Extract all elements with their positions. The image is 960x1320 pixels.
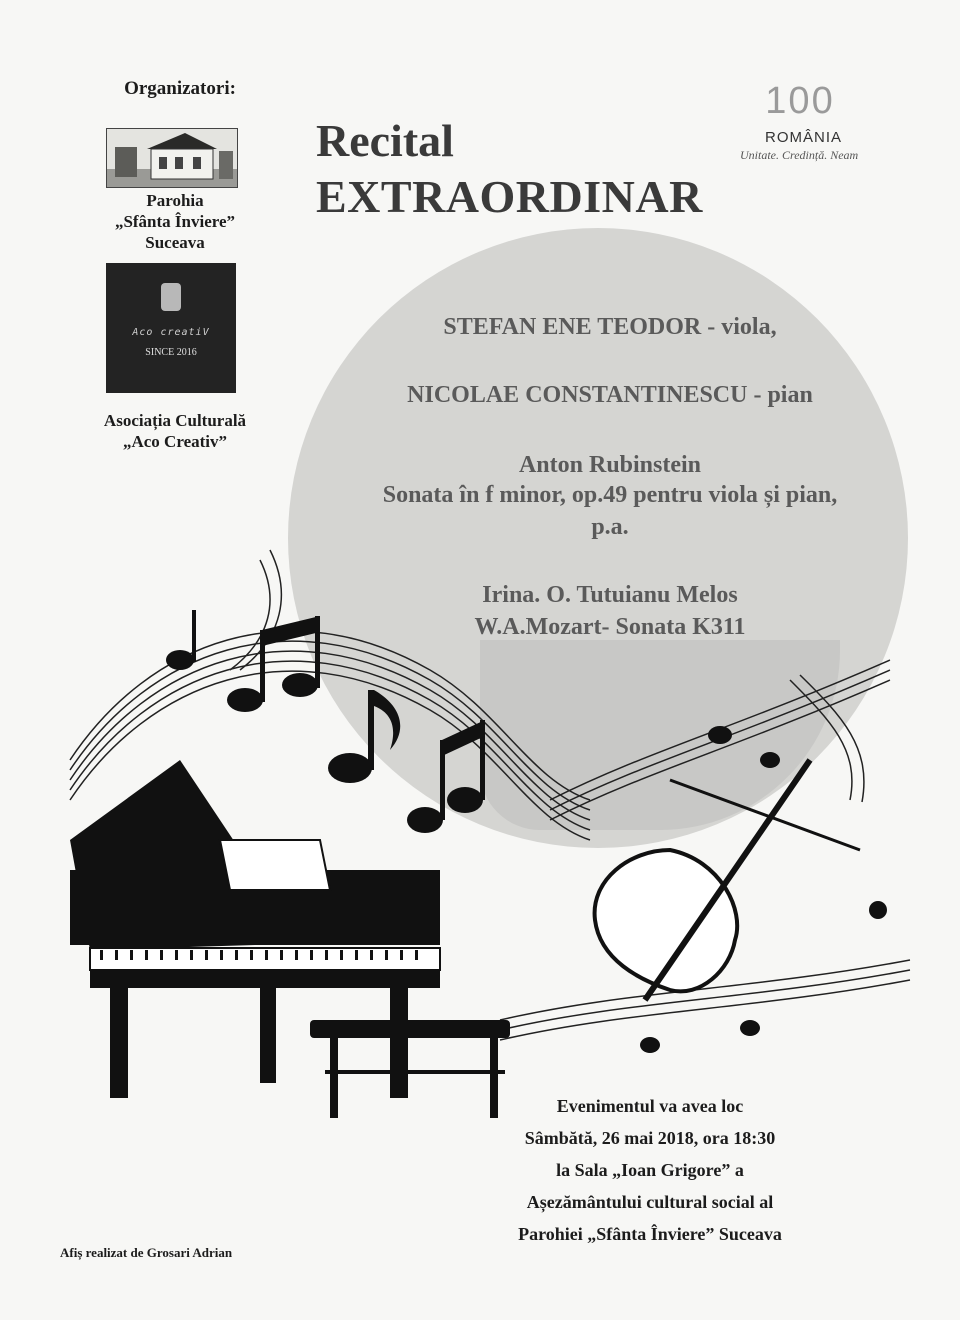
event-details [440,1090,860,1250]
event-line: Așezământului cultural social al [526,1192,774,1212]
organizer-parish-line: „Sfânta Înviere” [114,212,236,231]
organizer-parish-line: Suceava [145,233,205,252]
organizer-parish-line: Parohia [146,191,204,210]
organizer-association-line: Asociația Culturală [103,411,247,430]
organizer-association-line: „Aco Creativ” [122,432,228,451]
composer-2: Irina. O. Tutuianu Melos [482,582,738,608]
aco-creativ-logo [106,263,236,393]
romania-word: ROMÂNIA [765,129,843,146]
church-image [106,128,238,188]
centenary-digits: 100 [765,80,835,122]
event-line: Sâmbătă, 26 mai 2018, ora 18:30 [524,1128,776,1148]
romania-centenary-logo [740,80,895,165]
event-line: Parohiei „Sfânta Înviere” Suceava [518,1224,782,1244]
title-line-1: Recital [316,115,454,166]
romania-motto: Unitate. Credință. Neam [740,148,859,162]
flower-icon [161,283,181,311]
organizers-heading: Organizatori: [124,78,236,99]
poster-credit: Afiș realizat de Grosari Adrian [60,1245,233,1260]
aco-logo-since: SINCE 2016 [145,347,197,358]
organizer-association [70,410,280,452]
performer-piano: NICOLAE CONSTANTINESCU - pian [407,382,813,408]
piano-violin-illustration [30,520,930,1120]
work-1: Sonata în f minor, op.49 pentru viola și pian, [382,482,838,508]
composer-1: Anton Rubinstein [518,452,702,478]
title-line-2: EXTRAORDINAR [316,171,703,222]
performer-viola: STEFAN ENE TEODOR - viola, [443,314,777,340]
organizer-parish [75,190,275,253]
work-1-continued: p.a. [591,514,629,540]
event-line: la Sala „Ioan Grigore” a [556,1160,744,1180]
event-line: Evenimentul va avea loc [556,1096,744,1116]
aco-logo-name: Aco creatiV [132,327,210,338]
work-2: W.A.Mozart- Sonata K311 [474,614,746,640]
